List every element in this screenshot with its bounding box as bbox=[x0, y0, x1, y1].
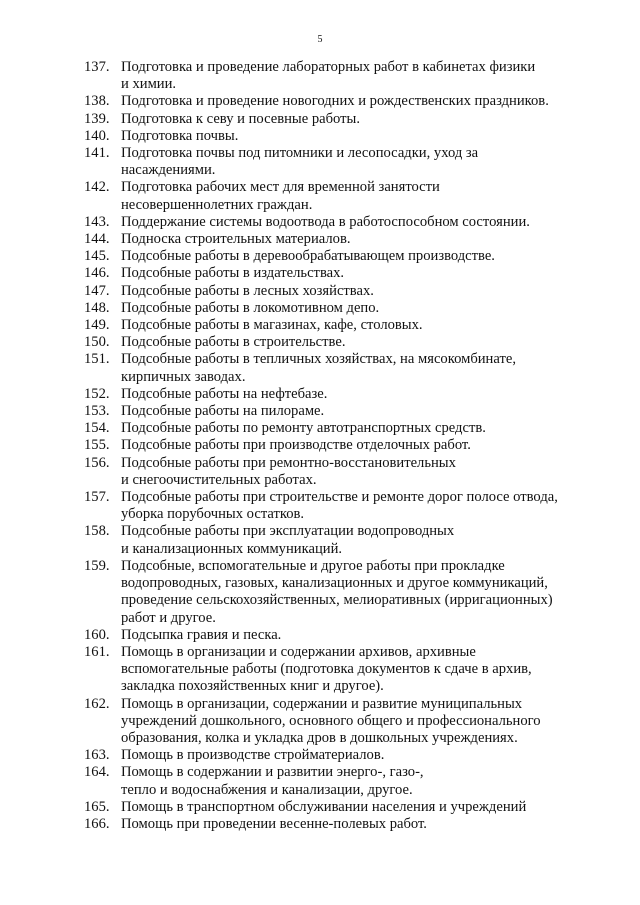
list-item bbox=[84, 93, 584, 110]
item-number: 147. bbox=[84, 282, 110, 299]
item-text: Подноска строительных материалов. bbox=[121, 231, 351, 248]
item-number: 153. bbox=[84, 403, 110, 420]
list-item bbox=[84, 627, 584, 644]
item-text: Подсобные работы в тепличных хозяйствах, на мясокомбинате, кирпичных заводах. bbox=[121, 351, 516, 385]
item-number: 137. bbox=[84, 59, 110, 75]
list-item bbox=[84, 145, 584, 179]
item-number: 138. bbox=[84, 93, 110, 110]
list-item bbox=[84, 420, 584, 437]
list-item bbox=[84, 265, 584, 282]
item-number: 148. bbox=[84, 299, 110, 316]
item-text: Помощь при проведении весенне-полевых работ. bbox=[121, 815, 427, 832]
list-item bbox=[84, 558, 584, 627]
list-item bbox=[84, 403, 584, 420]
item-text: Подготовка почвы под питомники и лесопосадки, уход за насаждениями. bbox=[121, 145, 479, 179]
list-item bbox=[84, 523, 584, 557]
item-text: Подсыпка гравия и песка. bbox=[121, 626, 282, 643]
item-text: Подсобные работы при эксплуатации водопроводных и канализационных коммуникаций. bbox=[121, 523, 455, 557]
item-text: Помощь в содержании и развитии энерго-, газо-, тепло и водоснабжения и канализации, другое. bbox=[121, 764, 424, 798]
item-number: 166. bbox=[84, 815, 110, 832]
item-text: Подготовка рабочих мест для временной занятости несовершеннолетних граждан. bbox=[121, 179, 440, 213]
item-text: Подготовка и проведение новогодних и рождественских праздников. bbox=[121, 93, 549, 110]
item-number: 151. bbox=[84, 351, 110, 368]
list-item bbox=[84, 455, 584, 489]
item-number: 162. bbox=[84, 695, 110, 712]
list-item bbox=[84, 111, 584, 128]
list-item bbox=[84, 283, 584, 300]
item-number: 164. bbox=[84, 764, 110, 781]
item-number: 146. bbox=[84, 265, 110, 282]
list-item bbox=[84, 816, 584, 833]
item-text: Помощь в организации, содержании и развитие муниципальных учреждений дошкольного, основного общего и профессионального образования, колка и укладка дров в дошкольных учреждениях. bbox=[121, 695, 541, 746]
item-text: Помощь в транспортном обслуживании населения и учреждений bbox=[121, 798, 527, 815]
item-number: 159. bbox=[84, 557, 110, 574]
list-item bbox=[84, 696, 584, 748]
list-item bbox=[84, 179, 584, 213]
item-text: Подсобные работы в магазинах, кафе, столовых. bbox=[121, 317, 423, 334]
item-number: 156. bbox=[84, 454, 110, 471]
list-item bbox=[84, 437, 584, 454]
item-number: 139. bbox=[84, 110, 110, 127]
list-item bbox=[84, 747, 584, 764]
list-item bbox=[84, 351, 584, 385]
item-text: Подсобные работы на пилораме. bbox=[121, 403, 325, 420]
list-item bbox=[84, 59, 584, 93]
list-item bbox=[84, 214, 584, 231]
item-number: 160. bbox=[84, 626, 110, 643]
item-text: Поддержание системы водоотвода в работоспособном состоянии. bbox=[121, 213, 530, 230]
list-item bbox=[84, 128, 584, 145]
list-item bbox=[84, 386, 584, 403]
item-text: Подсобные работы на нефтебазе. bbox=[121, 385, 328, 402]
item-text: Подсобные работы в строительстве. bbox=[121, 334, 346, 351]
list-item bbox=[84, 334, 584, 351]
item-text: Подготовка и проведение лабораторных работ в кабинетах физики и химии. bbox=[121, 59, 536, 93]
list-item bbox=[84, 231, 584, 248]
item-text: Подсобные работы в лесных хозяйствах. bbox=[121, 282, 374, 299]
item-text: Подготовка к севу и посевные работы. bbox=[121, 110, 360, 127]
item-text: Помощь в организации и содержании архивов, архивные вспомогательные работы (подготовка документов к сдаче в архив, закладка похозяйственных книг и другое). bbox=[121, 643, 532, 695]
page-number: 5 bbox=[317, 34, 323, 45]
item-number: 165. bbox=[84, 798, 110, 815]
list-item bbox=[84, 799, 584, 816]
item-text: Подготовка почвы. bbox=[121, 127, 239, 144]
item-number: 163. bbox=[84, 747, 110, 764]
numbered-list bbox=[84, 59, 584, 833]
item-text: Подсобные работы в издательствах. bbox=[121, 265, 345, 282]
item-text: Подсобные, вспомогательные и другое работы при прокладке водопроводных, газовых, канализационных и другое коммуникаций, проведение сельскохозяйственных, мелиоративных (ирригационных) работ и другое. bbox=[121, 557, 553, 626]
item-number: 143. bbox=[84, 213, 110, 230]
list-item bbox=[84, 300, 584, 317]
item-number: 155. bbox=[84, 437, 110, 454]
item-number: 142. bbox=[84, 179, 110, 196]
item-number: 158. bbox=[84, 523, 110, 540]
item-number: 140. bbox=[84, 127, 110, 144]
item-text: Подсобные работы при производстве отделочных работ. bbox=[121, 437, 471, 454]
list-item bbox=[84, 317, 584, 334]
item-number: 141. bbox=[84, 145, 110, 162]
list-item bbox=[84, 489, 584, 523]
item-text: Помощь в производстве стройматериалов. bbox=[121, 747, 385, 764]
item-number: 161. bbox=[84, 643, 110, 660]
item-text: Подсобные работы в локомотивном депо. bbox=[121, 299, 380, 316]
item-text: Подсобные работы при ремонтно-восстановительных и снегоочистительных работах. bbox=[121, 454, 456, 488]
item-text: Подсобные работы в деревообрабатывающем производстве. bbox=[121, 248, 495, 265]
item-number: 152. bbox=[84, 385, 110, 402]
item-number: 157. bbox=[84, 489, 110, 506]
list-item bbox=[84, 248, 584, 265]
item-number: 149. bbox=[84, 317, 110, 334]
item-number: 145. bbox=[84, 248, 110, 265]
item-number: 154. bbox=[84, 420, 110, 437]
item-number: 150. bbox=[84, 334, 110, 351]
item-number: 144. bbox=[84, 231, 110, 248]
list-item bbox=[84, 764, 584, 798]
list-item bbox=[84, 644, 584, 696]
item-text: Подсобные работы при строительстве и ремонте дорог полосе отвода, уборка порубочных остатков. bbox=[121, 489, 558, 523]
item-text: Подсобные работы по ремонту автотранспортных средств. bbox=[121, 420, 486, 437]
